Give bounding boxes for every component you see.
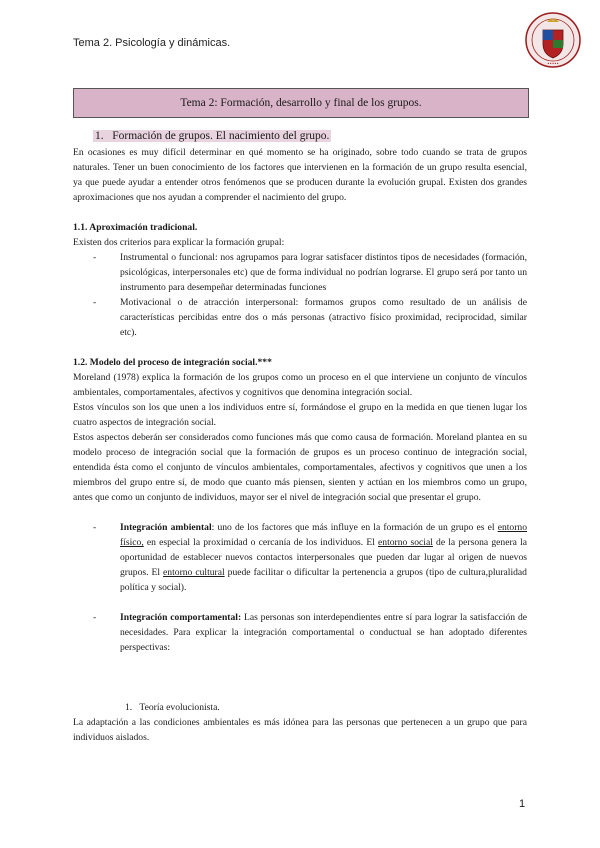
section-1-1-heading: 1.1. Aproximación tradicional. bbox=[73, 222, 198, 233]
integracion-comportamental-item bbox=[93, 610, 527, 655]
section-1-title: Formación de grupos. El nacimiento del grupo. bbox=[112, 130, 330, 142]
running-header: Tema 2. Psicología y dinámicas. bbox=[73, 37, 231, 49]
section-1-2-paragraph-2: Estos vínculos son los que unen a los individuos entre sí, formándose el grupo en la medida en que tienen lugar los cuatro aspectos de integración social. bbox=[73, 402, 527, 428]
svg-text:•••••: ••••• bbox=[547, 61, 559, 66]
integracion-ambiental-item bbox=[93, 520, 527, 595]
page-number: 1 bbox=[519, 798, 526, 810]
section-1-1-intro: Existen dos criterios para explicar la formación grupal: bbox=[73, 237, 285, 248]
university-crest-icon bbox=[525, 12, 581, 68]
list-item: - Instrumental o funcional: nos agrupamos para lograr satisfacer distintos tipos de necesidades (formación, psicológicas, interpersonales etc) que de forma individual no podrían lograrse. El grupo será por tanto un instrumento para desempeñar determinadas funciones bbox=[93, 250, 527, 295]
item-text: Las personas son interdependientes entre sí para lograr la satisfacción de necesidades. Para explicar la integración comportamental o conductual se han adoptado diferentes perspectivas: bbox=[120, 612, 527, 653]
section-1-2-heading: 1.2. Modelo del proceso de integración social.*** bbox=[73, 357, 272, 368]
item-text: puede facilitar o dificultar la pertenencia a grupos (tipo de cultura,pluralidad política y social). bbox=[120, 567, 527, 593]
item-label: Integración comportamental: bbox=[120, 612, 242, 623]
item-text: de la persona genera la oportunidad de establecer nuevos contactos interpersonales que pueden dar lugar al origen de nuevos grupos. El bbox=[120, 537, 527, 578]
underlined-term: entorno social bbox=[378, 537, 433, 548]
item-text: en especial la proximidad o cercanía de los individuos. El bbox=[143, 537, 379, 548]
section-1-2-paragraph-3: Estos aspectos deberán ser considerados como funciones más que como causa de formación. Moreland plantea en su modelo proceso de integración social que la formación de grupos es un proceso continuo de integración social, entendida ésta como el conjunto de vínculos ambientales, comportamentales, afectivos y cognitivos que unen a los miembros del grupo entre sí, de modo que cuanto más piensen, sienten y actúan en los miembros como un grupo, antes que como un conjunto de individuos, mayor ser el nivel de integración social que presentar el grupo. bbox=[73, 432, 527, 503]
item-text: : uno de los factores que más influye en la formación de un grupo es el bbox=[211, 522, 498, 533]
underlined-term: entorno físico, bbox=[120, 522, 528, 548]
item-label: Integración ambiental bbox=[120, 522, 212, 533]
subsection-number: 1. bbox=[125, 702, 133, 713]
chapter-title: Tema 2: Formación, desarrollo y final de los grupos. bbox=[180, 97, 422, 109]
section-1-paragraph: En ocasiones es muy difícil determinar en qué momento se ha originado, sobre todo cuando se trata de grupos naturales. Tener un buen conocimiento de los factores que intervienen en la formación de un grupo resulta esencial, ya que puede ayudar a entender otros fenómenos que se producen durante la evolución grupal. Existen dos grandes aproximaciones que nos ayudan a comprender el nacimiento del grupo. bbox=[73, 147, 527, 203]
document-body bbox=[73, 127, 527, 745]
subsection-heading bbox=[125, 700, 527, 715]
list-item: - Motivacional o de atracción interpersonal: formamos grupos como resultado de un análisis de características percibidas entre dos o más personas (atractivo físico proximidad, reciprocidad, similar etc). bbox=[93, 295, 527, 340]
section-1-heading bbox=[93, 127, 527, 145]
subsection-title: Teoría evolucionista. bbox=[139, 702, 220, 713]
underlined-term: entorno cultural bbox=[163, 567, 225, 578]
chapter-title-box bbox=[73, 88, 529, 118]
section-1-number: 1. bbox=[95, 130, 104, 142]
subsection-paragraph: La adaptación a las condiciones ambientales es más idónea para las personas que pertenecen a un grupo que para individuos aislados. bbox=[73, 717, 527, 743]
section-1-2-paragraph-1: Moreland (1978) explica la formación de los grupos como un proceso en el que interviene un conjunto de vínculos ambientales, comportamentales, afectivos y cognitivos que denomina integración social. bbox=[73, 372, 527, 398]
